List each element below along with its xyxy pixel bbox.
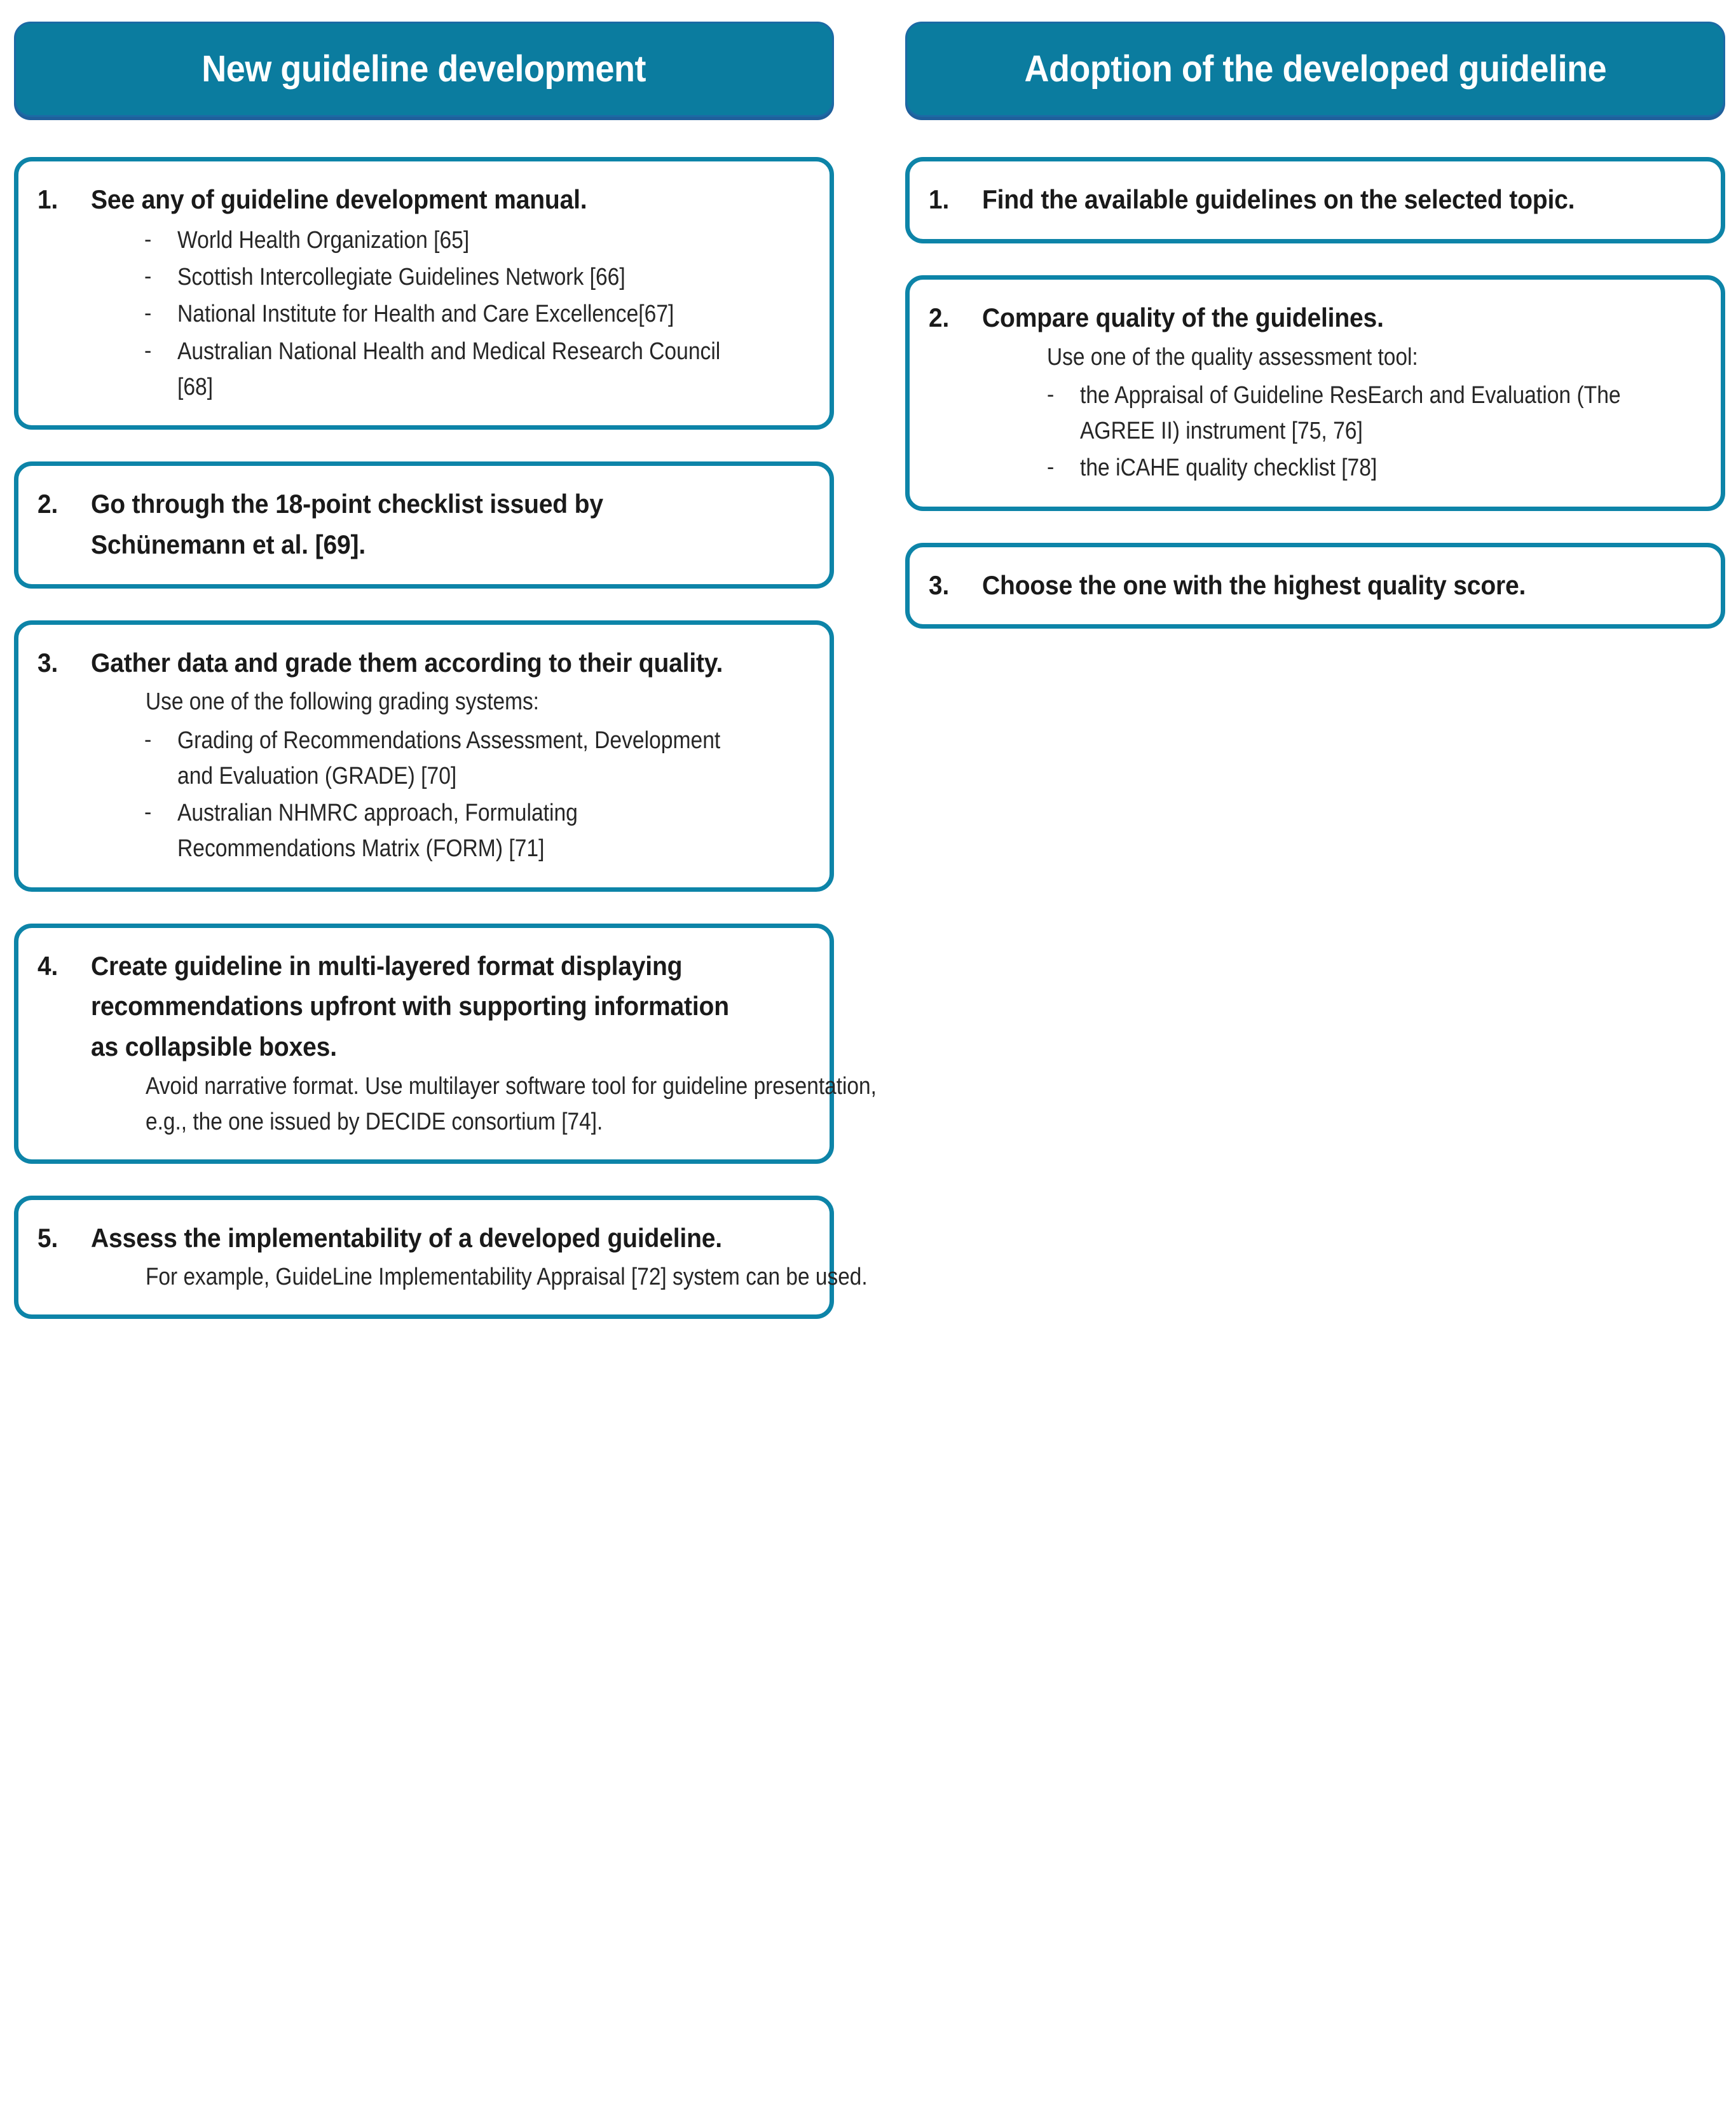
list-item bbox=[1047, 378, 1702, 449]
step-heading-row bbox=[38, 643, 810, 683]
dash-bullet-icon: - bbox=[144, 301, 152, 326]
list-item-label: Scottish Intercollegiate Guidelines Network [66] bbox=[177, 264, 625, 291]
step-card bbox=[905, 157, 1725, 243]
step-card-list-left bbox=[14, 157, 877, 1319]
step-card bbox=[14, 1196, 868, 1319]
column-adoption-of-developed-guideline bbox=[905, 0, 1725, 660]
dash-bullet-icon: - bbox=[144, 227, 152, 252]
step-heading-row bbox=[38, 1218, 810, 1259]
list-item bbox=[144, 723, 810, 794]
step-title: Compare quality of the guidelines. bbox=[982, 302, 1384, 332]
step-title: Choose the one with the highest quality score. bbox=[982, 570, 1526, 600]
list-item bbox=[144, 259, 810, 295]
step-note: Avoid narrative format. Use multilayer software tool for guideline presentation, e.g., the one issued by DECIDE consortium [74]. bbox=[146, 1073, 877, 1136]
step-card bbox=[905, 543, 1725, 629]
list-item-label: the iCAHE quality checklist [78] bbox=[1080, 454, 1377, 482]
dash-bullet-icon: - bbox=[1047, 382, 1055, 407]
step-card-list-right bbox=[905, 157, 1725, 629]
step-number: 1. bbox=[38, 184, 58, 214]
step-heading-row bbox=[929, 297, 1702, 338]
step-card bbox=[14, 620, 834, 892]
list-item-label: National Institute for Health and Care Excellence[67] bbox=[177, 301, 674, 328]
list-item-label: the Appraisal of Guideline ResEarch and Evaluation (The AGREE II) instrument [75, 76] bbox=[1080, 381, 1621, 445]
list-item-label: Australian NHMRC approach, Formulating Recommendations Matrix (FORM) [71] bbox=[177, 800, 578, 863]
column-header-left bbox=[14, 22, 834, 117]
step-card bbox=[14, 157, 834, 430]
step-bullet-list bbox=[1047, 378, 1702, 486]
list-item-label: World Health Organization [65] bbox=[177, 226, 470, 254]
step-note: Use one of the following grading systems: bbox=[146, 688, 539, 716]
list-item-label: Australian National Health and Medical Research Council [68] bbox=[177, 338, 721, 400]
list-item-label: Grading of Recommendations Assessment, Development and Evaluation (GRADE) [70] bbox=[177, 727, 721, 789]
step-heading-row bbox=[38, 484, 810, 565]
column-header-right bbox=[905, 22, 1725, 117]
step-note: For example, GuideLine Implementability Appraisal [72] system can be used. bbox=[146, 1264, 868, 1291]
dash-bullet-icon: - bbox=[144, 800, 152, 825]
step-bullet-list bbox=[144, 222, 810, 405]
step-number: 3. bbox=[38, 647, 58, 678]
step-title: Gather data and grade them according to their quality. bbox=[91, 647, 723, 678]
dash-bullet-icon: - bbox=[144, 338, 152, 363]
step-number: 2. bbox=[38, 489, 58, 519]
column-header-left-label: New guideline development bbox=[202, 48, 646, 90]
step-title: Go through the 18-point checklist issued by Schünemann et al. [69]. bbox=[91, 489, 603, 559]
dash-bullet-icon: - bbox=[144, 264, 152, 289]
step-heading-row bbox=[38, 946, 810, 1067]
step-number: 4. bbox=[38, 950, 58, 981]
column-header-right-label: Adoption of the developed guideline bbox=[1024, 48, 1606, 90]
step-number: 5. bbox=[38, 1222, 58, 1253]
list-item bbox=[144, 795, 810, 866]
step-title: Assess the implementability of a developed guideline. bbox=[91, 1222, 722, 1253]
step-card bbox=[905, 275, 1725, 511]
list-item bbox=[144, 222, 810, 258]
dash-bullet-icon: - bbox=[144, 727, 152, 752]
column-new-guideline-development bbox=[14, 0, 877, 1351]
step-number: 1. bbox=[929, 184, 950, 214]
dash-bullet-icon: - bbox=[1047, 455, 1055, 480]
step-title: See any of guideline development manual. bbox=[91, 184, 587, 214]
step-bullet-list bbox=[144, 723, 810, 867]
step-note: Use one of the quality assessment tool: bbox=[1047, 343, 1418, 371]
step-card bbox=[14, 461, 834, 589]
step-heading-row bbox=[38, 179, 810, 220]
step-heading-row bbox=[929, 179, 1702, 220]
step-heading-row bbox=[929, 565, 1702, 606]
list-item bbox=[1047, 450, 1702, 486]
list-item bbox=[144, 334, 810, 405]
step-number: 3. bbox=[929, 570, 950, 600]
step-number: 2. bbox=[929, 302, 950, 332]
step-title: Create guideline in multi-layered format displaying recommendations upfront with supporting information as collapsible boxes. bbox=[91, 950, 729, 1062]
list-item bbox=[144, 296, 810, 332]
step-title: Find the available guidelines on the selected topic. bbox=[982, 184, 1575, 214]
step-card bbox=[14, 924, 877, 1164]
